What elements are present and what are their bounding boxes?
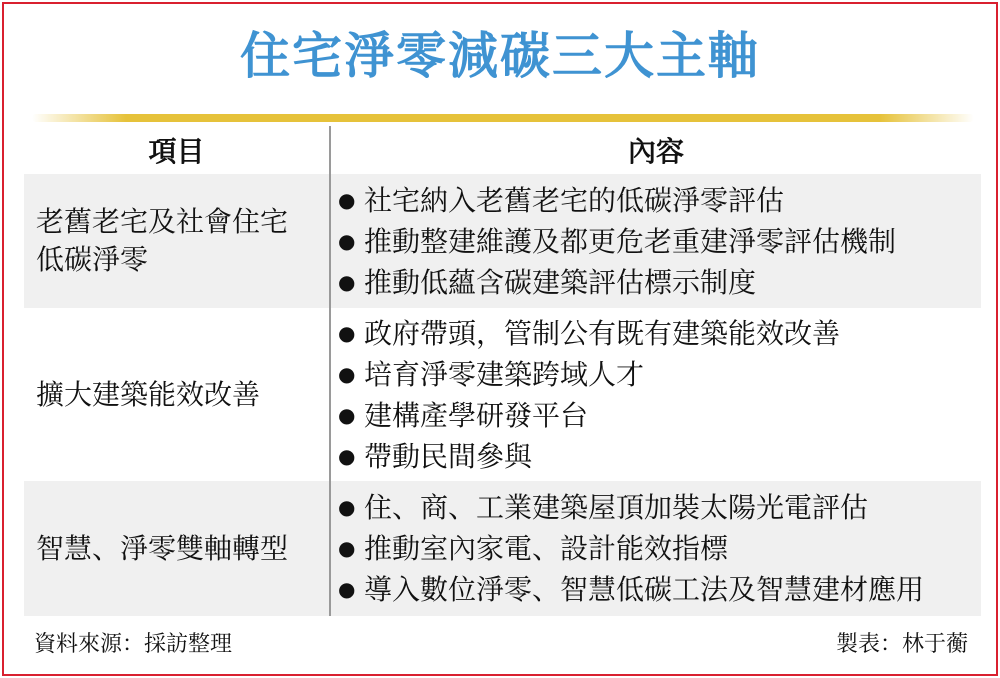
list-item: ● 建構產學研發平台 <box>338 395 978 436</box>
bullet-list <box>338 174 978 308</box>
row-item-line: 智慧、淨零雙軸轉型 <box>36 531 289 565</box>
column-header-item: 項目 <box>148 135 205 168</box>
table-row <box>24 308 981 481</box>
column-header-content: 內容 <box>627 135 684 168</box>
column-divider <box>329 126 331 616</box>
row-item-line: 老舊老宅及社會住宅 <box>36 205 289 238</box>
infographic-frame <box>2 2 998 676</box>
list-item: ● 培育淨零建築跨域人才 <box>338 354 978 395</box>
list-item: ● 推動室內家電、設計能效指標 <box>338 528 978 569</box>
list-item: ● 推動整建維護及都更危老重建淨零評估機制 <box>338 221 978 262</box>
list-item: ● 帶動民間參與 <box>338 436 978 477</box>
list-item: ● 推動低蘊含碳建築評估標示制度 <box>338 262 978 303</box>
list-item: ● 政府帶頭，管制公有既有建築能效改善 <box>338 313 978 354</box>
bullet-list <box>338 481 978 616</box>
table-row <box>24 174 981 308</box>
page-title: 住宅淨零減碳三大主軸 <box>240 27 760 85</box>
row-item-line: 低碳淨零 <box>36 243 149 276</box>
table-row <box>24 481 981 616</box>
row-item-label <box>36 174 326 308</box>
list-item: ● 社宅納入老舊老宅的低碳淨零評估 <box>338 180 978 221</box>
list-item: ● 住、商、工業建築屋頂加裝太陽光電評估 <box>338 487 978 528</box>
bullet-list <box>338 308 978 481</box>
row-item-line: 擴大建築能效改善 <box>36 377 261 411</box>
row-item-label <box>36 481 326 616</box>
source-note: 資料來源：採訪整理 <box>34 631 233 657</box>
title-divider <box>32 114 974 122</box>
list-item: ● 導入數位淨零、智慧低碳工法及智慧建材應用 <box>338 569 978 610</box>
credit-note: 製表：林于蘅 <box>835 631 968 657</box>
row-item-label <box>36 308 326 481</box>
